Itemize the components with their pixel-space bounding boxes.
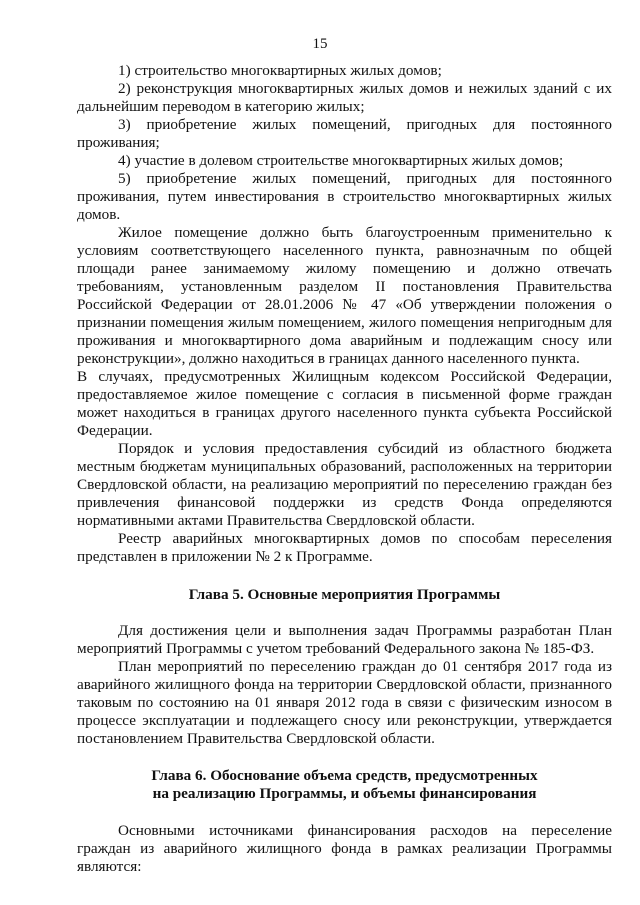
list-item-3: 3) приобретение жилых помещений, пригодных для постоянного проживания; [77, 116, 612, 151]
paragraph-registry: Реестр аварийных многоквартирных домов по способам переселения представлен в приложении № 2 к Программе. [77, 530, 612, 565]
spacer [77, 604, 612, 622]
list-item-2: 2) реконструкция многоквартирных жилых домов и нежилых зданий с их дальнейшим переводом в категорию жилых; [77, 80, 612, 115]
chapter-5-paragraph-2: План мероприятий по переселению граждан до 01 сентября 2017 года из аварийного жилищного фонда на территории Свердловской области, признанного таковым по состоянию на 01 января 2012 года в связи с физическим износом в процессе эксплуатации и подлежащего сносу или реконструкции, утверждается постановлением Правительства Свердловской области. [77, 658, 612, 747]
paragraph-living-space-cont: В случаях, предусмотренных Жилищным кодексом Российской Федерации, предоставляемое жилое помещение с согласия в письменной форме граждан может находиться в границах другого населенного пункта субъекта Российской Федерации. [77, 368, 612, 439]
chapter-5-paragraph-1: Для достижения цели и выполнения задач Программы разработан План мероприятий Программы с учетом требований Федерального закона № 185-ФЗ. [77, 622, 612, 657]
spacer [77, 803, 612, 822]
paragraph-subsidies: Порядок и условия предоставления субсидий из областного бюджета местным бюджетам муниципальных образований, расположенных на территории Свердловской области, на реализацию мероприятий по переселению граждан без привлечения финансовой поддержки из средств Фонда определяются нормативными актами Правительства Свердловской области. [77, 440, 612, 529]
page-content [77, 62, 612, 876]
paragraph-living-space: Жилое помещение должно быть благоустроенным применительно к условиям соответствующего населенного пункта, равнозначным по общей площади ранее занимаемому жилому помещению и должно отвечать требованиям, установленным разделом II постановления Правительства Российской Федерации от 28.01.2006 № 47 «Об утверждении положения о признании помещения жилым помещением, жилого помещения непригодным для проживания и многоквартирного дома аварийным и подлежащим сносу или реконструкции», должно находиться в границах данного населенного пункта. [77, 224, 612, 367]
chapter-6-heading-line-1: Глава 6. Обоснование объема средств, предусмотренных [151, 767, 538, 784]
spacer [77, 566, 612, 586]
spacer [77, 748, 612, 767]
list-item-5: 5) приобретение жилых помещений, пригодных для постоянного проживания, путем инвестирования в строительство многоквартирных жилых домов. [77, 170, 612, 223]
list-item-1: 1) строительство многоквартирных жилых домов; [118, 62, 442, 79]
list-item-4: 4) участие в долевом строительстве многоквартирных жилых домов; [118, 152, 564, 169]
page-number: 15 [312, 36, 328, 52]
chapter-6-heading-line-2: на реализацию Программы, и объемы финансирования [152, 785, 537, 802]
chapter-5-heading: Глава 5. Основные мероприятия Программы [188, 586, 501, 603]
chapter-6-paragraph-1: Основными источниками финансирования расходов на переселение граждан из аварийного жилищного фонда в рамках реализации Программы являются: [77, 822, 612, 875]
